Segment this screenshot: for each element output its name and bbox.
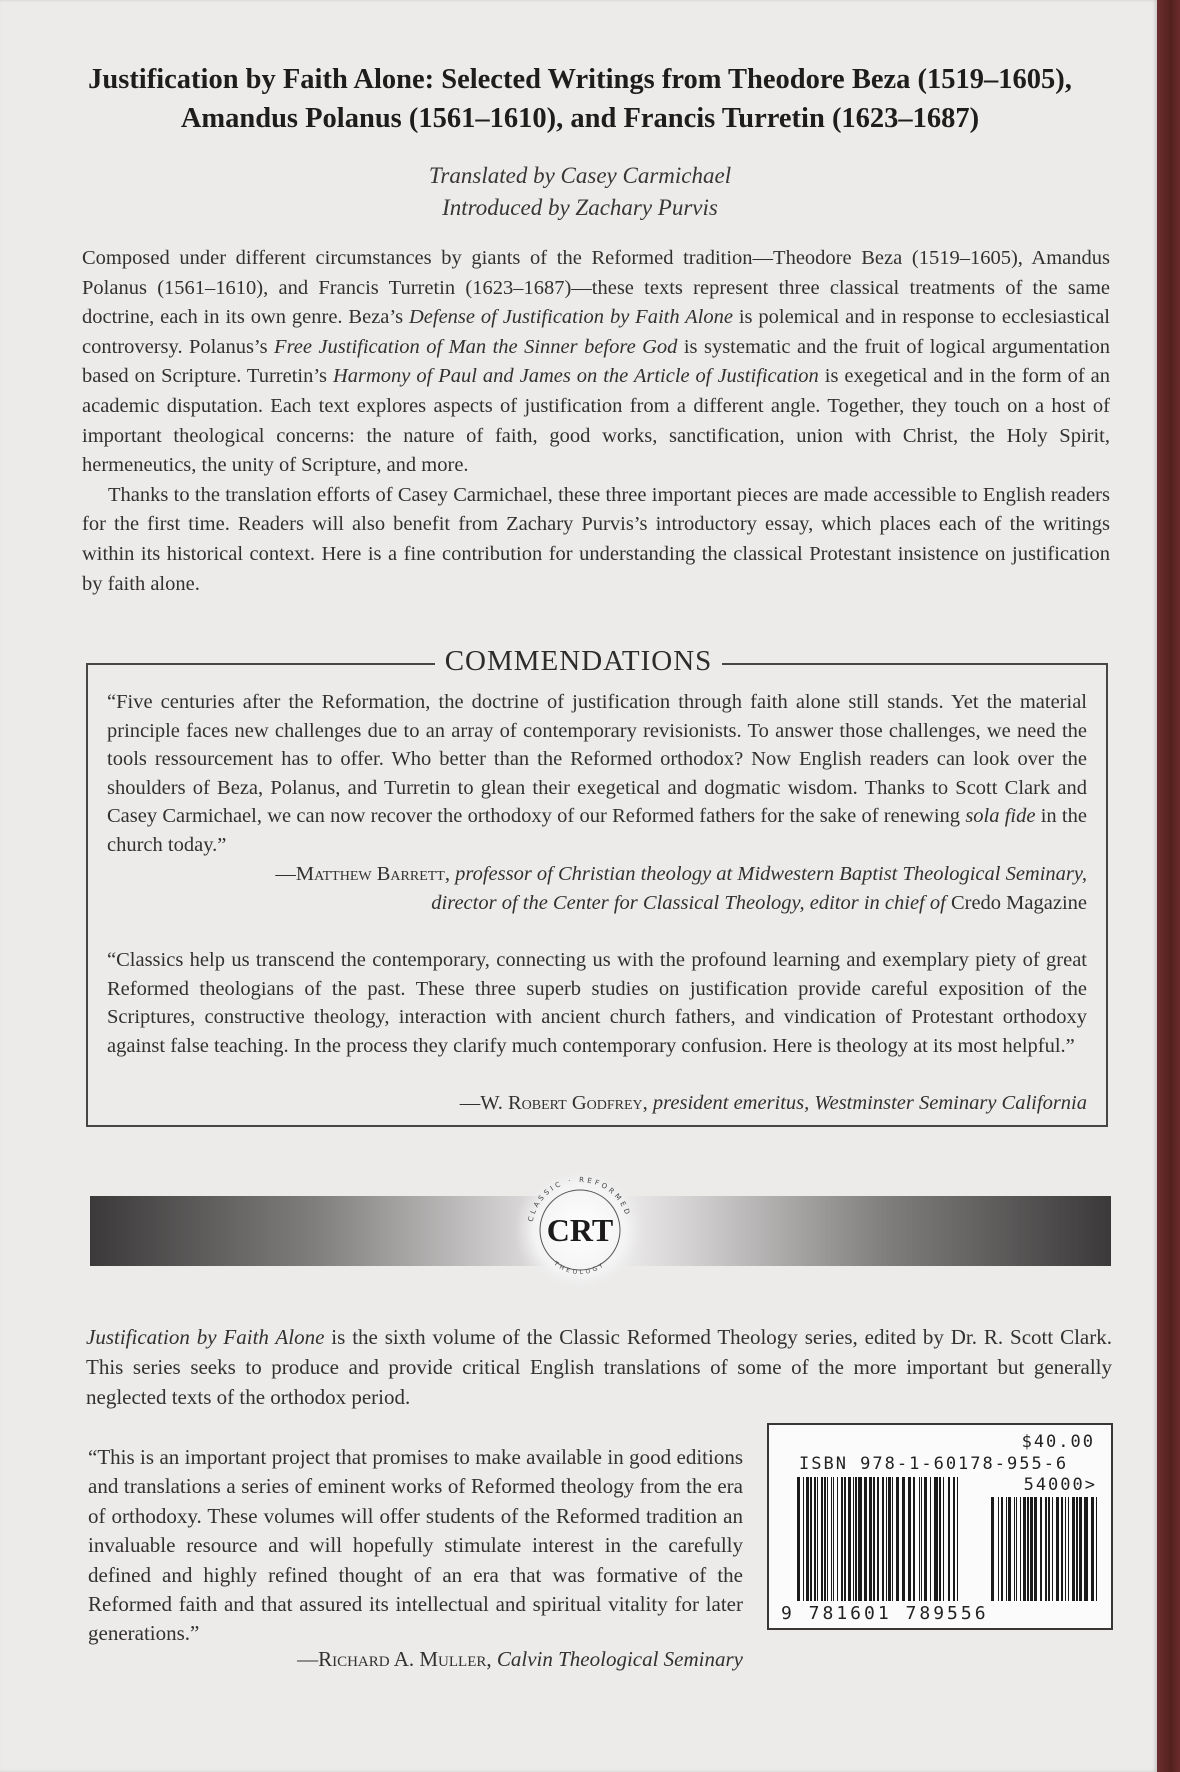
barcode-bar	[837, 1477, 838, 1601]
barcode-bar	[841, 1477, 843, 1601]
barcode-bar	[913, 1477, 915, 1601]
barcode-bar	[908, 1477, 911, 1601]
title-line-1: Justification by Faith Alone: Selected Writings from Theodore Beza (1519–1605),	[88, 64, 1072, 95]
barcode-bar	[814, 1477, 816, 1601]
barcode-box	[767, 1423, 1113, 1630]
barcode-bar	[848, 1477, 851, 1601]
barcode-bar	[919, 1477, 920, 1601]
barcode-bar	[1076, 1497, 1078, 1601]
introducer-credit: Introduced by Zachary Purvis	[442, 195, 718, 220]
barcode-bar	[886, 1477, 887, 1601]
barcode-bar	[1048, 1497, 1050, 1601]
barcode-bar	[833, 1477, 834, 1601]
barcode-bar	[943, 1477, 944, 1601]
barcode-bar	[934, 1477, 938, 1601]
barcode-bar	[1040, 1497, 1042, 1601]
barcode-bar	[806, 1477, 809, 1601]
barcode-bar	[953, 1477, 955, 1601]
barcode-bar	[1006, 1497, 1007, 1601]
attribution-muller: —Richard A. Muller, Calvin Theological Seminary	[297, 1647, 743, 1671]
book-edge	[1157, 0, 1180, 1772]
barcode-bar	[1045, 1497, 1047, 1601]
translator-credit: Translated by Casey Carmichael	[428, 163, 732, 188]
series-book-title: Justification by Faith Alone	[86, 1325, 325, 1349]
barcode-bar	[877, 1477, 879, 1601]
barcode-bar	[1014, 1497, 1015, 1601]
dash: —	[297, 1647, 319, 1671]
barcode-bar	[1030, 1497, 1033, 1601]
title-line-2: Amandus Polanus (1561–1610), and Francis Turretin (1623–1687)	[180, 103, 980, 134]
quote-sola-fide: sola fide	[965, 805, 1036, 828]
logo-ring-bottom: THEOLOGY	[552, 1260, 607, 1277]
barcode-bar	[858, 1477, 862, 1601]
barcode-bar	[821, 1477, 823, 1601]
description-paragraph-1	[82, 244, 1110, 481]
barcode-bar	[957, 1477, 958, 1601]
commendation-quote-muller: “This is an important project that promises to make available in good editions and translations a series of eminent works of Reformed theology from the era of orthodoxy. These volumes will offer students of the Reformed tradition an invaluable resource and will hopefully stimulate interest in the carefully defined and highly refined thought of an era that was formative of the Reformed faith and that assured its intellectual and spiritual vitality for later generations.”	[88, 1445, 743, 1646]
attribution-line-2	[87, 889, 1087, 918]
barcode-bar	[797, 1477, 800, 1601]
dash: —	[459, 1092, 481, 1114]
desc-text: is exegetical and in the form of an academic disputation. Each text explores aspects of justification from a different angle. Together, they touch on a host of important theological concerns: the nature of faith, good works, sanctification, union with Christ, the Holy Spirit, hermeneutics, the unity of Scripture, and more.	[82, 365, 1110, 477]
barcode-bar	[853, 1477, 854, 1601]
barcode-bar	[888, 1477, 891, 1601]
description-paragraph-2: Thanks to the translation efforts of Casey Carmichael, these three important pieces are made accessible to English readers for the first time. Readers will also benefit from Zachary Purvis’s introductory essay, which places each of the writings within its historical context. Here is a fine contribution for understanding the classical Protestant insistence on justification by faith alone.	[82, 483, 1110, 595]
author-title: professor of Christian theology at Midwestern Baptist Theological Seminary,	[455, 863, 1087, 885]
barcode-bar	[1016, 1497, 1017, 1601]
author-name: W. Robert Godfrey	[480, 1092, 643, 1114]
barcode-bar	[930, 1477, 931, 1601]
barcode-bar	[991, 1497, 994, 1601]
barcode-bar	[873, 1477, 875, 1601]
desc-text: is systematic and the fruit of logical argumentation based on Scripture. Turretin’s	[82, 335, 1110, 388]
barcode-bar	[882, 1477, 884, 1601]
author-title: Calvin Theological Seminary	[496, 1647, 743, 1671]
supplement-barcode	[991, 1497, 1097, 1601]
barcode-bar	[998, 1497, 999, 1601]
barcode-bar	[810, 1477, 812, 1601]
book-description	[82, 244, 1110, 599]
commendation-quote-godfrey: “Classics help us transcend the contemporary, connecting us with the profound learning and exemplary piety of great Reformed theologians of the past. These three superb studies on justification provide careful exposition of the Scriptures, constructive theology, interaction with ancient church fathers, and vindication of Protestant orthodoxy against false teaching. In the process they clarify much contemporary confusion. Here is theology at its most helpful.”	[107, 949, 1087, 1057]
barcode-graphic	[769, 1425, 1111, 1628]
barcode-bar	[1034, 1497, 1037, 1601]
commendation-quote-barrett	[107, 688, 1087, 860]
author-name: Matthew Barrett	[295, 863, 445, 885]
barcode-bar	[1008, 1497, 1011, 1601]
supplement-code: 54000>	[1023, 1475, 1097, 1495]
barcode-bar	[1027, 1497, 1029, 1601]
barcode-bar	[948, 1477, 950, 1601]
barcode-bar	[896, 1477, 899, 1601]
main-barcode	[797, 1477, 958, 1601]
barcode-bar	[1084, 1497, 1088, 1601]
attribution-line-1: —Matthew Barrett, professor of Christian theology at Midwestern Baptist Theological Seminary,	[275, 863, 1087, 885]
barcode-bar	[902, 1477, 905, 1601]
logo-letters: CRT	[546, 1212, 614, 1248]
barcode-bar	[1079, 1497, 1082, 1601]
book-title	[60, 60, 1100, 138]
credits	[60, 160, 1100, 224]
barcode-bar	[1091, 1497, 1094, 1601]
barcode-bar	[1056, 1497, 1059, 1601]
barcode-bar	[817, 1477, 818, 1601]
series-text: is the sixth volume of the Classic Reformed Theology series, edited by Dr. R. Scott Clark. This series seeks to produce and provide critical English translations of some of the more important but generally neglected texts of the orthodox period.	[86, 1325, 1112, 1409]
crt-logo	[510, 1160, 650, 1300]
desc-text: Composed under different circumstances by giants of the Reformed tradition—Theodore Beza (1519–1605), Amandus Polanus (1561–1610), and Francis Turretin (1623–1687)—these texts represent three classical treatments of the same doctrine, each in its own genre. Beza’s	[82, 247, 1110, 329]
barcode-bar	[924, 1477, 927, 1601]
desc-polanus-title: Free Justification of Man the Sinner before God	[274, 335, 678, 358]
desc-text: is polemical and in response to ecclesiastical controversy. Polanus’s	[82, 306, 1110, 358]
barcode-bar	[855, 1477, 857, 1601]
author-title: president emeritus, Westminster Seminary California	[652, 1092, 1087, 1114]
barcode-bar	[831, 1477, 832, 1601]
isbn-label: ISBN 978-1-60178-955-6	[799, 1454, 1069, 1474]
price-label: $40.00	[1021, 1432, 1095, 1452]
barcode-bar	[1052, 1497, 1053, 1601]
desc-beza-title: Defense of Justification by Faith Alone	[408, 306, 733, 329]
barcode-bar	[803, 1477, 804, 1601]
quote-text: “Five centuries after the Reformation, the doctrine of justification through faith alone still stands. Yet the material principle faces new challenges due to an array of contemporary revisionists. To answer those challenges, we need the tools ressourcement has to offer. Who better than the Reformed orthodox? Now English readers can look over the shoulders of Beza, Polanus, and Turretin to glean their exegetical and dogmatic wisdom. Thanks to Scott Clark and Casey Carmichael, we can now recover the orthodoxy of our Reformed fathers for the sake of renewing	[107, 691, 1087, 828]
barcode-bar	[1065, 1497, 1066, 1601]
magazine-name: Credo Magazine	[950, 891, 1087, 914]
logo-ring-top: CLASSIC · REFORMED	[526, 1175, 633, 1223]
author-name: Richard A. Muller	[318, 1647, 487, 1671]
attribution-godfrey: —W. Robert Godfrey, president emeritus, Westminster Seminary California	[459, 1092, 1087, 1114]
barcode-number: 9 781601 789556	[781, 1603, 989, 1624]
barcode-bar	[1001, 1497, 1003, 1601]
barcode-bar	[921, 1477, 922, 1601]
barcode-bar	[827, 1477, 828, 1601]
barcode-bar	[1072, 1497, 1075, 1601]
dash: —	[275, 863, 296, 885]
attribution-barrett	[87, 860, 1087, 917]
barcode-bar	[869, 1477, 872, 1601]
barcode-bar	[1096, 1497, 1097, 1601]
barcode-bar	[864, 1477, 867, 1601]
commendations-heading-text: COMMENDATIONS	[435, 645, 723, 678]
series-note	[86, 1322, 1112, 1412]
barcode-bar	[939, 1477, 941, 1601]
barcode-bar	[844, 1477, 846, 1601]
barcode-bar	[824, 1477, 826, 1601]
quote-text: in the church today.”	[107, 805, 1087, 856]
barcode-bar	[1020, 1497, 1021, 1601]
barcode-bar	[892, 1477, 893, 1601]
barcode-bar	[1061, 1497, 1063, 1601]
barcode-bar	[1023, 1497, 1026, 1601]
desc-turretin-title: Harmony of Paul and James on the Article of Justification	[332, 365, 819, 388]
barcode-bar	[1068, 1497, 1069, 1601]
author-title-2: director of the Center for Classical Theology, editor in chief of	[431, 891, 946, 914]
